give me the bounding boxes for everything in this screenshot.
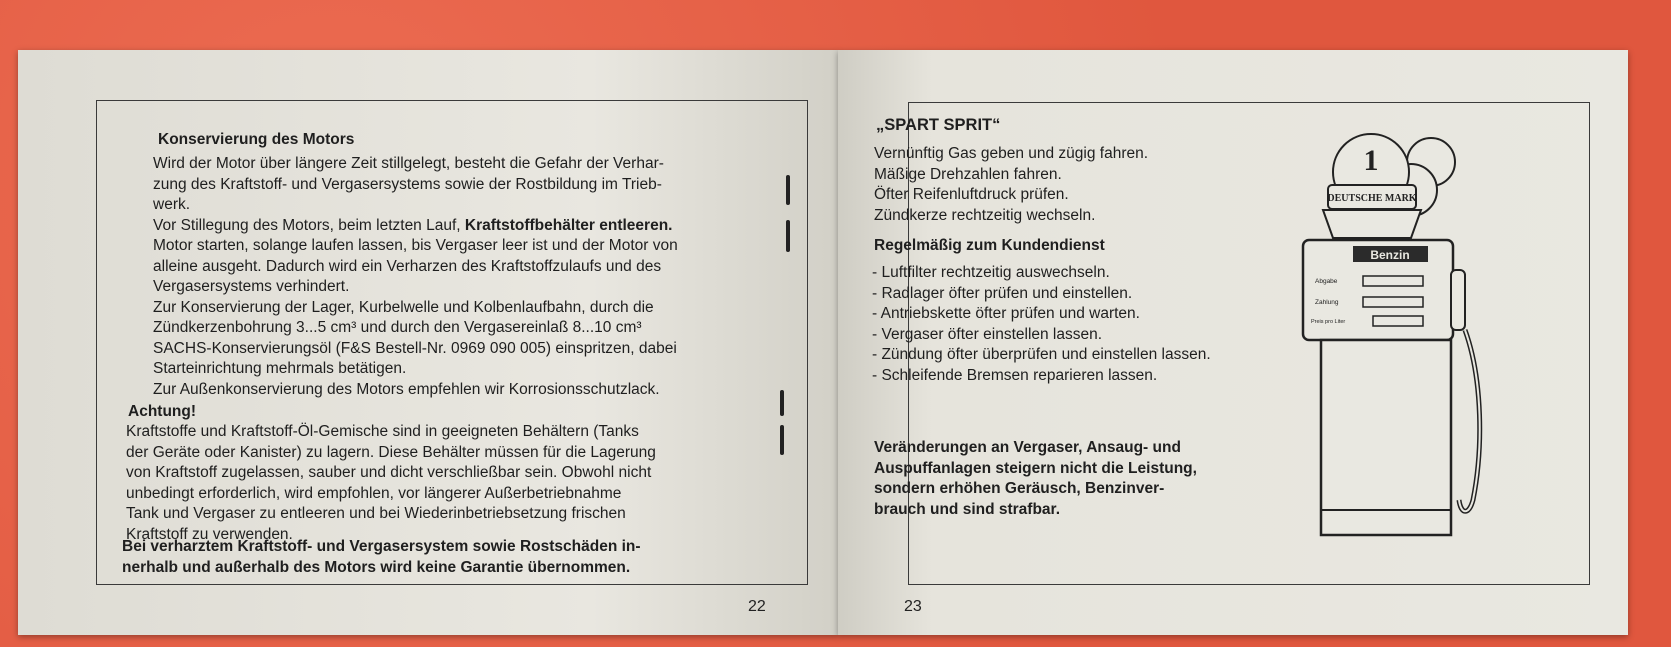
pump-display (1363, 297, 1423, 307)
notice-line: brauch und sind strafbar. (874, 500, 1061, 518)
legal-notice (874, 438, 1197, 520)
staple-mark (780, 390, 784, 416)
warning-line: Bei verharztem Kraftstoff- und Vergasersystem sowie Rostschäden in- (122, 538, 641, 555)
notice-line: sondern erhöhen Geräusch, Benzinver- (874, 480, 1165, 497)
service-item: - Zündung öfter überprüfen und einstellen lassen. (872, 346, 1211, 363)
achtung-line: Kraftstoffe und Kraftstoff-Öl-Gemische sind in geeigneten Behältern (Tanks (126, 423, 639, 440)
staple-mark (780, 425, 784, 455)
service-heading: Regelmäßig zum Kundendienst (874, 237, 1105, 254)
para3-line: Zur Konservierung der Lager, Kurbelwelle und Kolbenlaufbahn, durch die (153, 298, 654, 316)
pump-display (1373, 316, 1423, 326)
warning-text (122, 537, 641, 578)
left-page (18, 50, 838, 635)
para1-line: Wird der Motor über längere Zeit stillgelegt, besteht die Gefahr der Verhar- (153, 155, 664, 172)
pump-row-label: Abgabe (1315, 278, 1338, 285)
right-page (838, 50, 1628, 635)
service-item: - Luftfilter rechtzeitig auswechseln. (872, 264, 1110, 281)
para2-line: Vergasersystems verhindert. (153, 278, 350, 295)
warning-line: nerhalb und außerhalb des Motors wird keine Garantie übernommen. (122, 558, 631, 576)
para2-start: Vor Stillegung des Motors, beim letzten Lauf, (153, 216, 461, 234)
spart-sprit-heading: „SPART SPRIT“ (876, 116, 1001, 134)
tip-line: Mäßige Drehzahlen fahren. (874, 165, 1062, 183)
pump-row-label: Zahlung (1315, 299, 1339, 306)
coin-value: 1 (1363, 144, 1379, 177)
staple-mark (786, 175, 790, 205)
page-number-right: 23 (904, 598, 922, 615)
staple-mark (786, 220, 790, 252)
conservation-text (153, 154, 678, 400)
achtung-line: von Kraftstoff zugelassen, sauber und dicht verschließbar sein. Obwohl nicht (126, 464, 652, 481)
para3-line: Starteinrichtung mehrmals betätigen. (153, 360, 407, 377)
notice-line: Veränderungen an Vergaser, Ansaug- und (874, 439, 1181, 456)
tip-line: Öfter Reifenluftdruck prüfen. (874, 186, 1069, 203)
fuel-tips (874, 144, 1148, 226)
para4-line: Zur Außenkonservierung des Motors empfehlen wir Korrosionsschutzlack. (153, 380, 660, 398)
coin-slot (1323, 210, 1421, 238)
service-item: - Antriebskette öfter prüfen und warten. (872, 305, 1140, 322)
achtung-line: Kraftstoff zu verwenden. (126, 525, 293, 543)
para3-line: Zündkerzenbohrung 3...5 cm³ und durch den Vergasereinlaß 8...10 cm³ (153, 319, 642, 336)
page-number-left: 22 (748, 598, 766, 615)
achtung-text (126, 422, 656, 545)
coin-label: DEUTSCHE MARK (1327, 193, 1417, 204)
fuel-pump-illustration (1293, 120, 1493, 540)
nozzle-icon (1451, 270, 1465, 330)
conservation-heading: Konservierung des Motors (158, 131, 355, 148)
tip-line: Vernünftig Gas geben und zügig fahren. (874, 145, 1149, 162)
para2-line (153, 216, 678, 237)
tip-line: Zündkerze rechtzeitig wechseln. (874, 206, 1096, 224)
booklet (18, 40, 1628, 640)
notice-line: Auspuffanlagen steigern nicht die Leistung, (874, 459, 1197, 477)
achtung-line: unbedingt erforderlich, wird empfohlen, vor längerer Außerbetriebnahme (126, 484, 622, 502)
para3-line: SACHS-Konservierungsöl (F&S Bestell-Nr. 0969 090 005) einspritzen, dabei (153, 339, 677, 357)
service-list (872, 263, 1211, 386)
para1-line: zung des Kraftstoff- und Vergasersystems sowie der Rostbildung im Trieb- (153, 175, 662, 193)
service-item: - Vergaser öfter einstellen lassen. (872, 325, 1103, 343)
service-item: - Schleifende Bremsen reparieren lassen. (872, 366, 1158, 384)
para2-line: Motor starten, solange laufen lassen, bis Vergaser leer ist und der Motor von (153, 237, 678, 254)
para2-line: alleine ausgeht. Dadurch wird ein Verharzen des Kraftstoffzulaufs und des (153, 257, 662, 275)
achtung-heading: Achtung! (128, 403, 197, 420)
pump-body (1321, 340, 1451, 535)
pump-display (1363, 276, 1423, 286)
pump-row-label: Preis pro Liter (1311, 319, 1346, 325)
achtung-line: Tank und Vergaser zu entleeren und bei Wiederinbetriebsetzung frischen (126, 505, 626, 522)
service-item: - Radlager öfter prüfen und einstellen. (872, 284, 1133, 302)
para2-bold: Kraftstoffbehälter entleeren. (464, 216, 673, 234)
achtung-line: der Geräte oder Kanister) zu lagern. Diese Behälter müssen für die Lagerung (126, 443, 656, 461)
hose-inner (1459, 330, 1480, 511)
pump-sign: Benzin (1370, 248, 1410, 262)
para1-line: werk. (153, 196, 191, 213)
